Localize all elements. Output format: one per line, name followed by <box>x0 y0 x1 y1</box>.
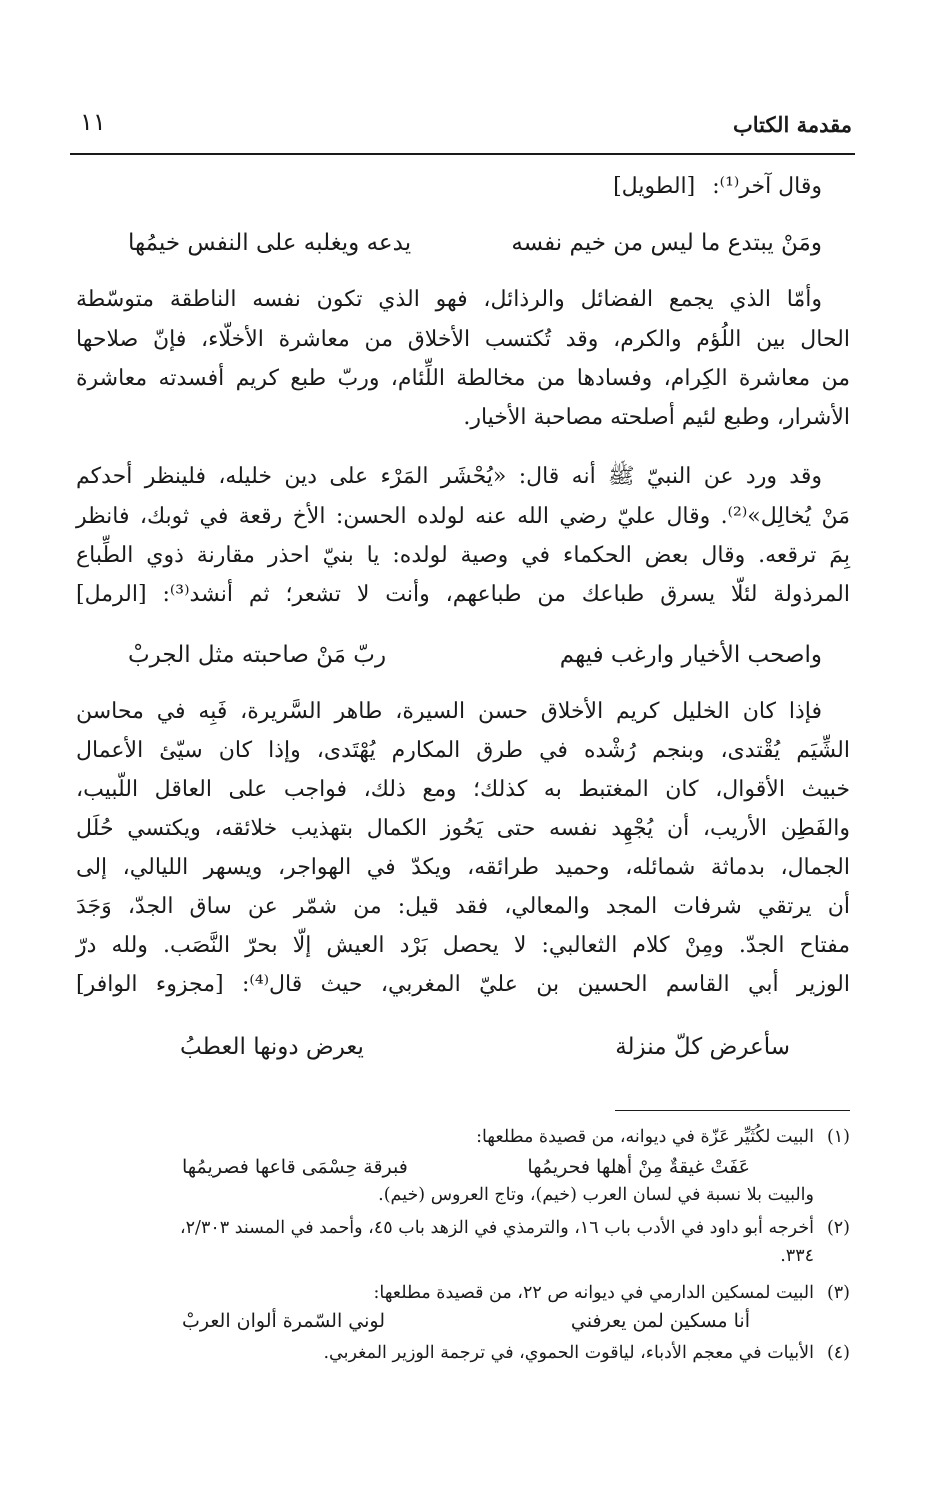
paragraph-line: الجمال، بدماثة شمائله، وحميد طرائقه، ويكدّ في الهواجر، ويسهر الليالي، إلى <box>76 855 850 880</box>
paragraph-text: المرذولة لئلّا يسرق طباعك من طباعهم، وأنت لا تشعر؛ ثم أنشد⁽³⁾: <box>162 582 850 607</box>
verse-first-hemistich: ومَنْ يبتدع ما ليس من خيم نفسه <box>511 230 822 256</box>
verse-second-hemistich: لوني السّمرة ألوان العربْ <box>182 1310 386 1332</box>
verse-first-hemistich: واصحب الأخيار وارغب فيهم <box>559 642 822 668</box>
page-number: ١١ <box>80 108 106 136</box>
paragraph-line: والفَطِن الأريب، أن يُجْهِد نفسه حتى يَحُوز الكمال بتهذيب خلائقه، ويكتسي حُلَل <box>76 816 850 841</box>
verse-first-hemistich: عَفَتْ غيقةٌ مِنْ أهلها فحريمُها <box>527 1156 750 1178</box>
footnote-text: البيت لمسكين الدارمي في ديوانه ص ٢٢، من قصيدة مطلعها: <box>373 1283 814 1303</box>
footnote-2 <box>70 1215 850 1241</box>
paragraph-line <box>76 578 850 612</box>
footnote-number: (١) <box>826 1127 850 1147</box>
paragraph-line: خبيث الأقوال، كان المغتبط به كذلك؛ ومع ذلك، فواجب على العاقل اللّبيب، <box>76 777 850 802</box>
section-title: مقدمة الكتاب <box>732 112 852 137</box>
verse-second-hemistich: يدعه ويغلبه على النفس خيمُها <box>128 230 412 256</box>
footnote-text: الأبيات في معجم الأدباء، لياقوت الحموي، في ترجمة الوزير المغربي. <box>323 1343 814 1363</box>
footnote-text: البيت لكُثَيِّر عَزّة في ديوانه، من قصيدة مطلعها: <box>476 1127 814 1147</box>
verse-second-hemistich: ربّ مَنْ صاحبته مثل الجربْ <box>128 642 387 668</box>
paragraph-line: وقد ورد عن النبيّ ﷺ أنه قال: «يُحْشَر المَرْء على دين خليله، فلينظر أحدكم <box>76 464 822 489</box>
footnote-number: (٤) <box>826 1343 850 1363</box>
footnote-text: أخرجه أبو داود في الأدب باب ١٦، والترمذي في الزهد باب ٤٥، وأحمد في المسند ٢/٣٠٣، <box>180 1218 814 1238</box>
meter-label: [الطويل] <box>613 174 696 199</box>
verse-second-hemistich: فبرقة حِسْمَى قاعها فصريمُها <box>182 1156 408 1178</box>
footnote-number: (٢) <box>826 1218 850 1238</box>
footnote-3 <box>70 1280 850 1306</box>
meter-label: [الرمل] <box>76 582 147 607</box>
intro-line <box>76 170 850 204</box>
intro-text: وقال آخر⁽¹⁾: <box>712 174 822 199</box>
paragraph-text: الوزير أبي القاسم الحسين بن عليّ المغربي، حيث قال⁽⁴⁾: <box>241 972 851 997</box>
paragraph-line: بِمَ ترقعه. وقال بعض الحكماء في وصية لولده: يا بنيّ احذر مقارنة ذوي الطِّباع <box>76 543 850 568</box>
paragraph-line: فإذا كان الخليل كريم الأخلاق حسن السيرة، طاهر السَّريرة، فَبِه في محاسن <box>76 699 822 724</box>
paragraph-line: مَنْ يُخالِل»⁽²⁾. وقال عليّ رضي الله عنه لولده الحسن: الأخ رقعة في ثوبك، فانظر <box>76 504 851 529</box>
running-header <box>80 104 852 148</box>
footnote-1 <box>70 1124 850 1150</box>
footnote-separator <box>615 1110 850 1111</box>
header-rule <box>70 153 855 155</box>
footnote-4 <box>70 1340 850 1366</box>
paragraph-line: الحال بين اللُؤم والكرم، وقد تُكتسب الأخلاق من معاشرة الأخلّاء، فإنّ صلاحها <box>76 327 850 352</box>
verse-first-hemistich: أنا مسكين لمن يعرفني <box>570 1310 750 1332</box>
footnote-continuation: ٣٣٤. <box>780 1246 814 1266</box>
paragraph-line: مفتاح الجدّ. ومِنْ كلام الثعالبي: لا يحصل بَرْد العيش إلّا بحرّ النَّصَب. ولله درّ <box>76 933 850 958</box>
paragraph-line: من معاشرة الكِرام، وفسادها من مخالطة اللِّئام، وربّ طبع كريم أفسدته معاشرة <box>76 366 850 391</box>
paragraph-line <box>76 968 850 1002</box>
paragraph-line: وأمّا الذي يجمع الفضائل والرذائل، فهو الذي تكون نفسه الناطقة متوسّطة <box>76 287 822 312</box>
verse-first-hemistich: سأعرض كلّ منزلة <box>615 1034 790 1060</box>
paragraph-line: الشِّيَم يُقْتدى، وبنجم رُشْده في طرق المكارم يُهْتَدى، وإذا كان سيّئ الأعمال <box>76 738 850 763</box>
paragraph-line: أن يرتقي شرفات المجد والمعالي، فقد قيل: من شمّر عن ساق الجدّ، وَجَدَ <box>76 894 850 919</box>
verse-second-hemistich: يعرض دونها العطبُ <box>180 1034 364 1060</box>
paragraph-line: الأشرار، وطبع لئيم أصلحته مصاحبة الأخيار. <box>463 405 850 430</box>
footnote-note: والبيت بلا نسبة في لسان العرب (خيم)، وتاج العروس (خيم). <box>378 1185 814 1205</box>
meter-label: [مجزوء الوافر] <box>76 972 224 997</box>
footnote-number: (٣) <box>826 1283 850 1303</box>
